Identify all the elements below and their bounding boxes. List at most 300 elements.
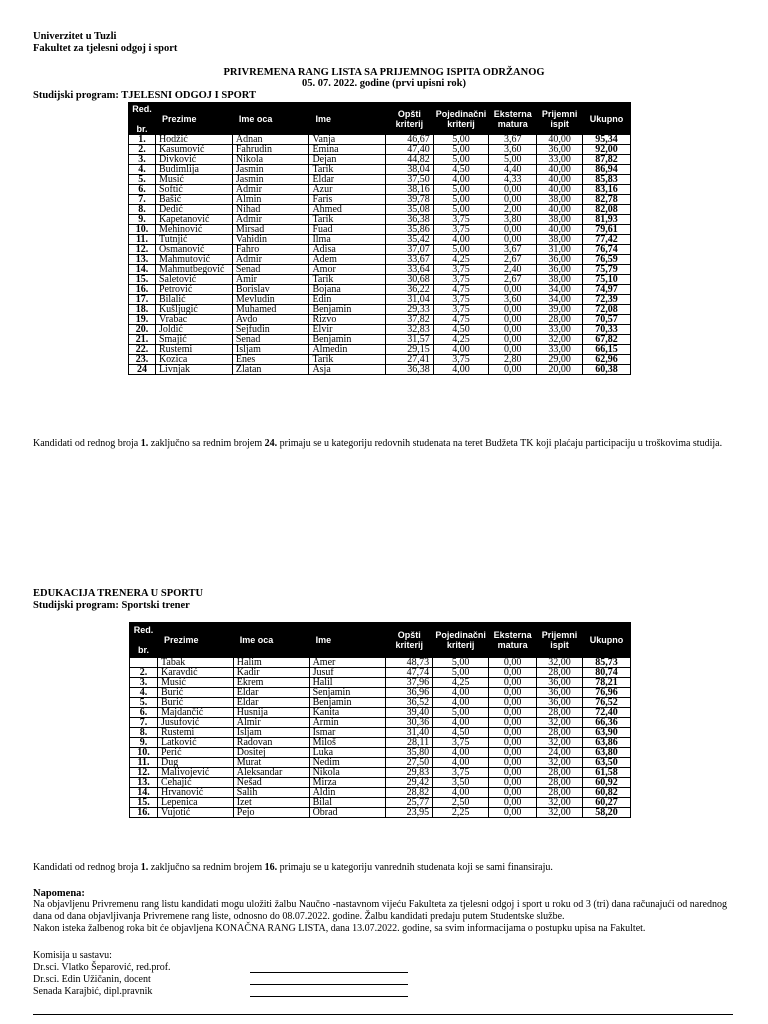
col-prezime: Prezime [157, 623, 233, 658]
general-criterion-cell: 36,38 [385, 215, 433, 225]
surname-cell: Perić [157, 748, 233, 758]
total-cell: 85,83 [583, 175, 631, 185]
general-criterion-cell: 28,82 [386, 788, 433, 798]
general-criterion-cell: 37,96 [386, 678, 433, 688]
rank-cell: 12. [129, 245, 156, 255]
general-criterion-cell: 39,78 [385, 195, 433, 205]
total-cell: 86,94 [583, 165, 631, 175]
entrance-exam-cell: 36,00 [537, 698, 583, 708]
rank-cell: 24 [129, 365, 156, 375]
total-cell: 63,50 [583, 758, 631, 768]
father-name-cell: Enes [232, 355, 309, 365]
col-ime: Ime [309, 623, 386, 658]
external-exam-cell: 0,00 [489, 225, 537, 235]
individual-criterion-cell: 4,25 [433, 255, 489, 265]
father-name-cell: Pejo [233, 808, 309, 818]
father-name-cell: Borislav [232, 285, 309, 295]
komisija-title: Komisija u sastavu: [33, 950, 112, 961]
individual-criterion-cell: 3,75 [433, 265, 489, 275]
rank-cell: 17. [129, 295, 156, 305]
total-cell: 80,74 [583, 668, 631, 678]
table-row [130, 798, 631, 808]
father-name-cell: Eldar [233, 688, 309, 698]
total-cell: 63,86 [583, 738, 631, 748]
first-name-cell: Amor [309, 265, 386, 275]
individual-criterion-cell: 5,00 [433, 708, 489, 718]
first-name-cell: Faris [309, 195, 386, 205]
external-exam-cell: 3,60 [489, 295, 537, 305]
napomena-text-2: Nakon isteka žalbenog roka bit će objavljena KONAČNA RANG LISTA, dana 13.07.2022. godine, sa svim informacijama o postupku upisa na Fakultet. [33, 923, 646, 934]
table-row [130, 788, 631, 798]
table-row [129, 215, 631, 225]
general-criterion-cell: 36,96 [386, 688, 433, 698]
table-row [129, 245, 631, 255]
table-row [129, 365, 631, 375]
napomena-block [33, 888, 727, 935]
individual-criterion-cell: 4,00 [433, 688, 489, 698]
first-name-cell: Vanja [309, 135, 386, 145]
table-row [129, 205, 631, 215]
entrance-exam-cell: 40,00 [537, 205, 583, 215]
col-ime-oca: Ime oca [233, 623, 309, 658]
total-cell: 70,33 [583, 325, 631, 335]
surname-cell: Burić [157, 688, 233, 698]
total-cell: 82,78 [583, 195, 631, 205]
general-criterion-cell: 25,77 [386, 798, 433, 808]
entrance-exam-cell: 28,00 [537, 708, 583, 718]
table-row [130, 778, 631, 788]
first-name-cell: Ahmed [309, 205, 386, 215]
surname-cell: Saletović [155, 275, 232, 285]
individual-criterion-cell: 3,75 [433, 275, 489, 285]
external-exam-cell: 0,00 [489, 718, 537, 728]
total-cell: 67,82 [583, 335, 631, 345]
surname-cell: Rustemi [155, 345, 232, 355]
section-2-heading: EDUKACIJA TRENERA U SPORTU [33, 588, 204, 599]
father-name-cell: Halim [233, 658, 309, 668]
rank-cell: 21. [129, 335, 156, 345]
external-exam-cell: 0,00 [489, 758, 537, 768]
total-cell: 61,58 [583, 768, 631, 778]
surname-cell: Hodžić [155, 135, 232, 145]
general-criterion-cell: 23,95 [386, 808, 433, 818]
external-exam-cell: 2,00 [489, 205, 537, 215]
table-row [130, 658, 631, 668]
title-line-2: 05. 07. 2022. godine (prvi upisni rok) [301, 78, 467, 89]
entrance-exam-cell: 28,00 [537, 728, 583, 738]
total-cell: 66,36 [583, 718, 631, 728]
napomena-text: Na objavljenu Privremenu rang listu kandidati mogu uložiti žalbu Naučno -nastavnom vijeću Fakulteta za tjelesni odgoj i sport u roku od 3 (tri) dana računajući od narednog dana od dana objavljivanja Privremene rang liste, odnosno do 08.07.2022. godine. Žalbu kandidati predaju putem Studentske službe. [33, 899, 727, 922]
father-name-cell: Nihad [232, 205, 309, 215]
table-row [129, 135, 631, 145]
komisija-member: Senada Karajbić, dipl.pravnik [33, 986, 153, 997]
external-exam-cell: 3,67 [489, 135, 537, 145]
external-exam-cell: 0,00 [489, 778, 537, 788]
table-header-row [130, 623, 631, 658]
table-row [129, 345, 631, 355]
general-criterion-cell: 36,38 [385, 365, 433, 375]
entrance-exam-cell: 29,00 [537, 355, 583, 365]
surname-cell: Kapetanović [155, 215, 232, 225]
first-name-cell: Fuad [309, 225, 386, 235]
individual-criterion-cell: 3,75 [433, 295, 489, 305]
col-eksterna: Eksterna matura [489, 623, 537, 658]
table-row [129, 335, 631, 345]
komisija-member: Dr.sci. Edin Užičanin, docent [33, 974, 151, 985]
total-cell: 72,08 [583, 305, 631, 315]
individual-criterion-cell: 5,00 [433, 135, 489, 145]
entrance-exam-cell: 33,00 [537, 155, 583, 165]
surname-cell: Tabak [157, 658, 233, 668]
table-row [130, 768, 631, 778]
table-row [129, 295, 631, 305]
total-cell: 82,08 [583, 205, 631, 215]
entrance-exam-cell: 38,00 [537, 275, 583, 285]
individual-criterion-cell: 4,00 [433, 175, 489, 185]
col-pojedinacni: Pojedinačni kriterij [433, 103, 489, 135]
table-row [129, 305, 631, 315]
first-name-cell: Almedin [309, 345, 386, 355]
col-ime-oca: Ime oca [232, 103, 309, 135]
komisija-member: Dr.sci. Vlatko Šeparović, red.prof. [33, 962, 171, 973]
surname-cell: Divković [155, 155, 232, 165]
first-name-cell: Benjamin [309, 698, 386, 708]
individual-criterion-cell: 3,75 [433, 215, 489, 225]
total-cell: 63,80 [583, 748, 631, 758]
table-row [129, 165, 631, 175]
table-row [129, 325, 631, 335]
rank-cell: 8. [129, 205, 156, 215]
general-criterion-cell: 35,80 [386, 748, 433, 758]
surname-cell: Livnjak [155, 365, 232, 375]
rank-cell: 5. [130, 698, 158, 708]
individual-criterion-cell: 4,00 [433, 748, 489, 758]
first-name-cell: Tarik [309, 355, 386, 365]
general-criterion-cell: 29,42 [386, 778, 433, 788]
first-name-cell: Obrad [309, 808, 386, 818]
rank-cell: 4. [129, 165, 156, 175]
total-cell: 95,34 [583, 135, 631, 145]
father-name-cell: Senad [232, 335, 309, 345]
father-name-cell: Kadir [233, 668, 309, 678]
general-criterion-cell: 33,67 [385, 255, 433, 265]
table-row [129, 235, 631, 245]
rank-cell: 10. [129, 225, 156, 235]
general-criterion-cell: 33,64 [385, 265, 433, 275]
rank-cell: 9. [130, 738, 158, 748]
table-row [129, 275, 631, 285]
father-name-cell: Izet [233, 798, 309, 808]
total-cell: 76,59 [583, 255, 631, 265]
col-ukupno: Ukupno [583, 103, 631, 135]
surname-cell: Smajić [155, 335, 232, 345]
total-cell: 63,90 [583, 728, 631, 738]
entrance-exam-cell: 40,00 [537, 185, 583, 195]
rank-cell: 8. [130, 728, 158, 738]
general-criterion-cell: 30,36 [386, 718, 433, 728]
rank-cell: 3. [129, 155, 156, 165]
first-name-cell: Adem [309, 255, 386, 265]
table-row [130, 708, 631, 718]
individual-criterion-cell: 3,75 [433, 768, 489, 778]
rank-cell: 14. [129, 265, 156, 275]
father-name-cell: Mevludin [232, 295, 309, 305]
total-cell: 75,79 [583, 265, 631, 275]
individual-criterion-cell: 4,50 [433, 325, 489, 335]
rank-cell: 5. [129, 175, 156, 185]
external-exam-cell: 0,00 [489, 698, 537, 708]
father-name-cell: Jasmin [232, 175, 309, 185]
individual-criterion-cell: 4,00 [433, 758, 489, 768]
napomena-title: Napomena: [33, 888, 85, 899]
signature-line [250, 996, 408, 997]
first-name-cell: Benjamin [309, 305, 386, 315]
external-exam-cell: 0,00 [489, 678, 537, 688]
table-row [129, 155, 631, 165]
individual-criterion-cell: 5,00 [433, 658, 489, 668]
table-row [130, 758, 631, 768]
father-name-cell: Jasmin [232, 165, 309, 175]
entrance-exam-cell: 33,00 [537, 325, 583, 335]
note-2: Kandidati od rednog broja 1. zaključno sa rednim brojem 16. primaju se u kategoriju vanrednih studenata koji se sami finansiraju. [33, 862, 553, 873]
first-name-cell: Amer [309, 658, 386, 668]
external-exam-cell: 0,00 [489, 325, 537, 335]
table-row [129, 315, 631, 325]
external-exam-cell: 0,00 [489, 788, 537, 798]
external-exam-cell: 0,00 [489, 668, 537, 678]
rank-cell: 2. [129, 145, 156, 155]
individual-criterion-cell: 4,75 [433, 285, 489, 295]
father-name-cell: Almin [232, 195, 309, 205]
entrance-exam-cell: 36,00 [537, 255, 583, 265]
general-criterion-cell: 31,40 [386, 728, 433, 738]
first-name-cell: Halil [309, 678, 386, 688]
entrance-exam-cell: 32,00 [537, 718, 583, 728]
first-name-cell: Ismar [309, 728, 386, 738]
father-name-cell: Isljam [233, 728, 309, 738]
total-cell: 70,57 [583, 315, 631, 325]
surname-cell: Vrabac [155, 315, 232, 325]
external-exam-cell: 3,67 [489, 245, 537, 255]
entrance-exam-cell: 34,00 [537, 285, 583, 295]
external-exam-cell: 0,00 [489, 708, 537, 718]
general-criterion-cell: 31,57 [385, 335, 433, 345]
father-name-cell: Admir [232, 185, 309, 195]
external-exam-cell: 0,00 [489, 808, 537, 818]
surname-cell: Bašić [155, 195, 232, 205]
surname-cell: Mahmutović [155, 255, 232, 265]
rank-cell: 22. [129, 345, 156, 355]
external-exam-cell: 4,33 [489, 175, 537, 185]
external-exam-cell: 0,00 [489, 235, 537, 245]
col-rb: Red. br. [129, 103, 156, 135]
surname-cell: Musić [155, 175, 232, 185]
individual-criterion-cell: 5,00 [433, 205, 489, 215]
general-criterion-cell: 46,67 [385, 135, 433, 145]
individual-criterion-cell: 4,00 [433, 788, 489, 798]
table-row [130, 718, 631, 728]
father-name-cell: Isljam [232, 345, 309, 355]
external-exam-cell: 0,00 [489, 738, 537, 748]
general-criterion-cell: 35,08 [385, 205, 433, 215]
father-name-cell: Nikola [232, 155, 309, 165]
first-name-cell: Tarik [309, 275, 386, 285]
entrance-exam-cell: 24,00 [537, 748, 583, 758]
total-cell: 76,74 [583, 245, 631, 255]
father-name-cell: Radovan [233, 738, 309, 748]
entrance-exam-cell: 40,00 [537, 175, 583, 185]
father-name-cell: Husnija [233, 708, 309, 718]
father-name-cell: Sejfudin [232, 325, 309, 335]
father-name-cell: Muhamed [232, 305, 309, 315]
col-ime: Ime [309, 103, 386, 135]
first-name-cell: Luka [309, 748, 386, 758]
individual-criterion-cell: 5,00 [433, 668, 489, 678]
individual-criterion-cell: 3,50 [433, 778, 489, 788]
first-name-cell: Kanita [309, 708, 386, 718]
surname-cell: Osmanović [155, 245, 232, 255]
individual-criterion-cell: 5,00 [433, 195, 489, 205]
table-row [129, 185, 631, 195]
total-cell: 72,39 [583, 295, 631, 305]
external-exam-cell: 2,67 [489, 255, 537, 265]
rank-cell: 3. [130, 678, 158, 688]
father-name-cell: Fahro [232, 245, 309, 255]
entrance-exam-cell: 32,00 [537, 758, 583, 768]
individual-criterion-cell: 4,00 [433, 718, 489, 728]
komisija-block [33, 950, 171, 998]
total-cell: 76,96 [583, 688, 631, 698]
general-criterion-cell: 47,40 [385, 145, 433, 155]
surname-cell: Kasumović [155, 145, 232, 155]
total-cell: 62,96 [583, 355, 631, 365]
father-name-cell: Admir [232, 255, 309, 265]
table-row [129, 145, 631, 155]
rank-cell: 2. [130, 668, 158, 678]
entrance-exam-cell: 33,00 [537, 345, 583, 355]
first-name-cell: Benjamin [309, 335, 386, 345]
first-name-cell: Dejan [309, 155, 386, 165]
first-name-cell: Adisa [309, 245, 386, 255]
father-name-cell: Mirsad [232, 225, 309, 235]
rank-cell: 20. [129, 325, 156, 335]
external-exam-cell: 2,67 [489, 275, 537, 285]
first-name-cell: Jusuf [309, 668, 386, 678]
father-name-cell: Zlatan [232, 365, 309, 375]
university-name: Univerzitet u Tuzli [33, 31, 117, 42]
surname-cell: Dug [157, 758, 233, 768]
father-name-cell: Murat [233, 758, 309, 768]
general-criterion-cell: 28,11 [386, 738, 433, 748]
institution-header [33, 31, 177, 55]
program-label-1: Studijski program: TJELESNI ODGOJ I SPORT [33, 90, 257, 101]
individual-criterion-cell: 3,75 [433, 225, 489, 235]
external-exam-cell: 0,00 [489, 345, 537, 355]
entrance-exam-cell: 36,00 [537, 688, 583, 698]
general-criterion-cell: 36,52 [386, 698, 433, 708]
general-criterion-cell: 27,50 [386, 758, 433, 768]
table-row [130, 698, 631, 708]
total-cell: 60,38 [583, 365, 631, 375]
first-name-cell: Aldin [309, 788, 386, 798]
faculty-name: Fakultet za tjelesni odgoj i sport [33, 43, 178, 54]
external-exam-cell: 0,00 [489, 195, 537, 205]
surname-cell: Bilalić [155, 295, 232, 305]
entrance-exam-cell: 28,00 [537, 768, 583, 778]
col-opsti: Opšti kriterij [386, 623, 433, 658]
table-row [129, 285, 631, 295]
father-name-cell: Dositej [233, 748, 309, 758]
title-line-1: PRIVREMENA RANG LISTA SA PRIJEMNOG ISPITA ODRŽANOG [223, 67, 545, 78]
external-exam-cell: 0,00 [489, 315, 537, 325]
rank-cell: 23. [129, 355, 156, 365]
general-criterion-cell: 44,82 [385, 155, 433, 165]
external-exam-cell: 0,00 [489, 658, 537, 668]
col-prijemni: Prijemni ispit [537, 623, 583, 658]
first-name-cell: Azur [309, 185, 386, 195]
col-rb: Red. br. [130, 623, 158, 658]
first-name-cell: Eldar [309, 175, 386, 185]
first-name-cell: Rizvo [309, 315, 386, 325]
surname-cell: Joldić [155, 325, 232, 335]
total-cell: 77,42 [583, 235, 631, 245]
note-1: Kandidati od rednog broja 1. zaključno sa rednim brojem 24. primaju se u kategoriju redovnih studenata na teret Budžeta TK koji plaćaju participaciju u troškovima studija. [33, 438, 723, 449]
surname-cell: Budimlija [155, 165, 232, 175]
surname-cell: Softić [155, 185, 232, 195]
total-cell: 58,20 [583, 808, 631, 818]
total-cell: 74,97 [583, 285, 631, 295]
first-name-cell: Tarik [309, 165, 386, 175]
surname-cell: Majdančić [157, 708, 233, 718]
rank-cell: 15. [129, 275, 156, 285]
first-name-cell: Mirza [309, 778, 386, 788]
external-exam-cell: 2,80 [489, 355, 537, 365]
surname-cell: Dedić [155, 205, 232, 215]
father-name-cell: Salih [233, 788, 309, 798]
general-criterion-cell: 32,83 [385, 325, 433, 335]
entrance-exam-cell: 38,00 [537, 195, 583, 205]
total-cell: 72,40 [583, 708, 631, 718]
surname-cell: Lepenica [157, 798, 233, 808]
rank-cell: 14. [130, 788, 158, 798]
general-criterion-cell: 38,16 [385, 185, 433, 195]
col-ukupno: Ukupno [583, 623, 631, 658]
general-criterion-cell: 35,42 [385, 235, 433, 245]
surname-cell: Kušljugić [155, 305, 232, 315]
table-row [129, 195, 631, 205]
entrance-exam-cell: 32,00 [537, 658, 583, 668]
entrance-exam-cell: 32,00 [537, 808, 583, 818]
entrance-exam-cell: 32,00 [537, 798, 583, 808]
surname-cell: Petrović [155, 285, 232, 295]
father-name-cell: Fahrudin [232, 145, 309, 155]
individual-criterion-cell: 4,25 [433, 335, 489, 345]
rank-cell: 16. [130, 808, 158, 818]
col-eksterna: Eksterna matura [489, 103, 537, 135]
entrance-exam-cell: 40,00 [537, 165, 583, 175]
total-cell: 60,92 [583, 778, 631, 788]
table-row [130, 668, 631, 678]
rank-cell: 1. [129, 135, 156, 145]
father-name-cell: Senad [232, 265, 309, 275]
rank-cell: 7. [129, 195, 156, 205]
external-exam-cell: 0,00 [489, 285, 537, 295]
general-criterion-cell: 29,33 [385, 305, 433, 315]
footer-rule [33, 1014, 733, 1015]
external-exam-cell: 0,00 [489, 305, 537, 315]
total-cell: 66,15 [583, 345, 631, 355]
entrance-exam-cell: 28,00 [537, 668, 583, 678]
